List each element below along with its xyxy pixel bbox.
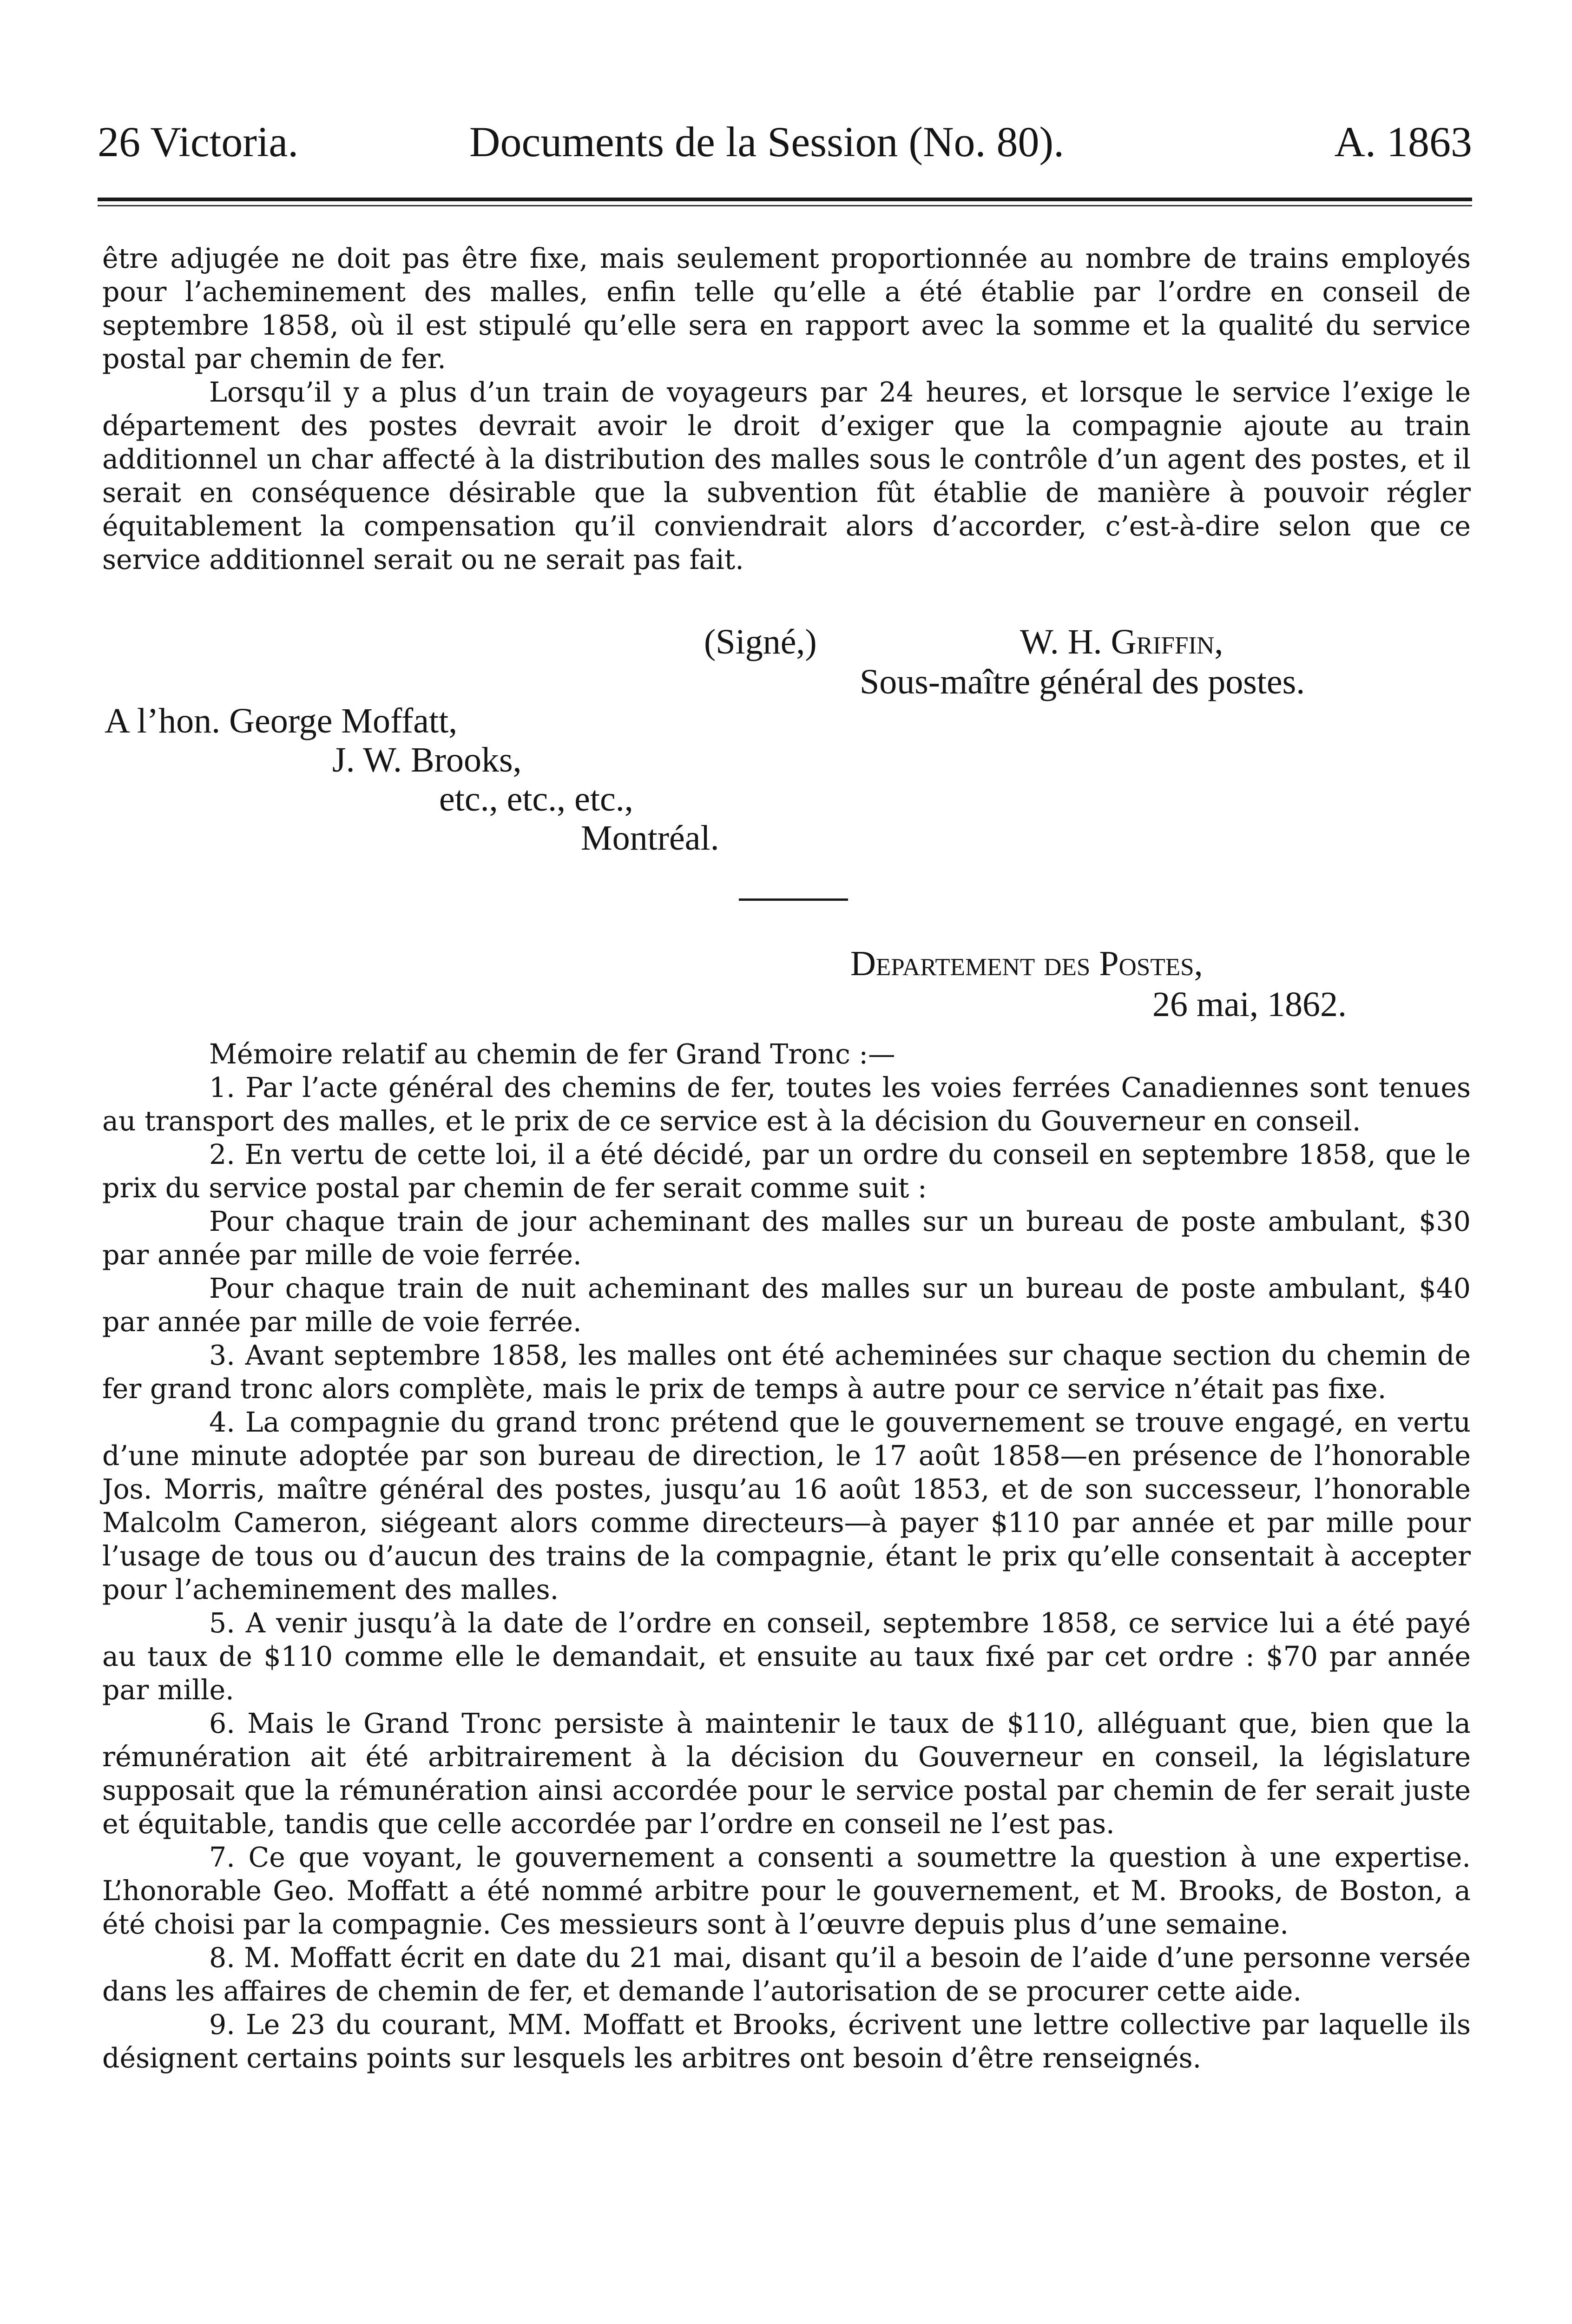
- page-header: [98, 116, 1472, 167]
- dateline-department: Departement des Postes,: [850, 944, 1203, 983]
- addressee-line-3: etc., etc., etc.,: [439, 779, 633, 819]
- memo-body: [102, 1037, 1471, 2075]
- memo-night-train-rate: Pour chaque train de nuit acheminant des malles sur un bureau de poste ambulant, $40 par année par mille de voie ferrée.: [102, 1273, 1471, 1338]
- memo-item-7: 7. Ce que voyant, le gouvernement a consenti a soumettre la question à une expertise. L’honorable Geo. Moffatt a été nommé arbitre pour le gouvernement, et M. Brooks, de Boston, a été choisi par la compagnie. Ces messieurs sont à l’œuvre depuis plus d’une semaine.: [102, 1842, 1471, 1940]
- memo-day-train-rate: Pour chaque train de jour acheminant des malles sur un bureau de poste ambulant, $30 par année par mille de voie ferrée.: [102, 1206, 1471, 1271]
- addressee-line-1: A l’hon. George Moffatt,: [105, 701, 458, 740]
- header-documents: Documents de la Session (No. 80).: [469, 118, 1065, 165]
- signature-signed: (Signé,): [704, 622, 817, 661]
- memo-item-6: 6. Mais le Grand Tronc persiste à maintenir le taux de $110, alléguant que, bien que la rémunération ait été arbitrairement à la décision du Gouverneur en conseil, la législature supposait que la rémunération ainsi accordée pour le service postal par chemin de fer serait juste et équitable, tandis que celle accordée par l’ordre en conseil ne l’est pas.: [102, 1708, 1471, 1840]
- memo-item-9: 9. Le 23 du courant, MM. Moffatt et Brooks, écrivent une lettre collective par laquelle ils désignent certains points sur lesquels les arbitres ont besoin d’être renseignés.: [102, 2009, 1471, 2074]
- addressee-line-4: Montréal.: [581, 819, 719, 858]
- memo-heading: Mémoire relatif au chemin de fer Grand Tronc :—: [209, 1038, 895, 1070]
- header-rule-thin: [98, 205, 1472, 206]
- signature-title: Sous-maître général des postes.: [860, 662, 1305, 701]
- memo-item-2: 2. En vertu de cette loi, il a été décidé, par un ordre du conseil en septembre 1858, que le prix du service postal par chemin de fer serait comme suit :: [102, 1139, 1471, 1204]
- addressee-line-2: J. W. Brooks,: [332, 740, 522, 779]
- letter-body: [102, 242, 1471, 576]
- signature-name: W. H. Griffin,: [1020, 622, 1223, 661]
- memo-item-8: 8. M. Moffatt écrit en date du 21 mai, disant qu’il a besoin de l’aide d’une personne versée dans les affaires de chemin de fer, et demande l’autorisation de se procurer cette aide.: [102, 1942, 1471, 2007]
- header-rule-thick: [98, 198, 1472, 201]
- header-session: 26 Victoria.: [98, 118, 299, 165]
- paragraph-train-service: Lorsqu’il y a plus d’un train de voyageurs par 24 heures, et lorsque le service l’exige le département des postes devrait avoir le droit d’exiger que la compagnie ajoute au train additionnel un char affecté à la distribution des malles sous le contrôle d’un agent des postes, et il serait en conséquence désirable que la subvention fût établie de manière à pouvoir régler équitablement la compensation qu’il conviendrait alors d’accorder, c’est-à-dire selon que ce service additionnel serait ou ne serait pas fait.: [102, 376, 1471, 575]
- memo-item-4: 4. La compagnie du grand tronc prétend que le gouvernement se trouve engagé, en vertu d’une minute adoptée par son bureau de direction, le 17 août 1858—en présence de l’honorable Jos. Morris, maître général des postes, jusqu’au 16 août 1853, et de son successeur, l’honorable Malcolm Cameron, siégeant alors comme directeurs—à payer $110 par année et par mille pour l’usage de tous ou d’aucun des trains de la compagnie, étant le prix qu’elle consentait à accepter pour l’acheminement des malles.: [102, 1406, 1471, 1605]
- memo-item-5: 5. A venir jusqu’à la date de l’ordre en conseil, septembre 1858, ce service lui a été payé au taux de $110 comme elle le demandait, et ensuite au taux fixé par cet ordre : $70 par année par mille.: [102, 1607, 1471, 1706]
- paragraph-continued: être adjugée ne doit pas être fixe, mais seulement proportionnée au nombre de trains employés pour l’acheminement des malles, enfin telle qu’elle a été établie par l’ordre en conseil de septembre 1858, où il est stipulé qu’elle sera en rapport avec la somme et la qualité du service postal par chemin de fer.: [102, 243, 1471, 375]
- memo-item-1: 1. Par l’acte général des chemins de fer, toutes les voies ferrées Canadiennes sont tenues au transport des malles, et le prix de ce service est à la décision du Gouverneur en conseil.: [102, 1072, 1471, 1137]
- section-separator: [739, 898, 848, 901]
- memo-item-3: 3. Avant septembre 1858, les malles ont été acheminées sur chaque section du chemin de fer grand tronc alors complète, mais le prix de temps à autre pour ce service n’était pas fixe.: [102, 1340, 1471, 1405]
- header-year: A. 1863: [1334, 118, 1472, 165]
- dateline-date: 26 mai, 1862.: [1152, 985, 1347, 1024]
